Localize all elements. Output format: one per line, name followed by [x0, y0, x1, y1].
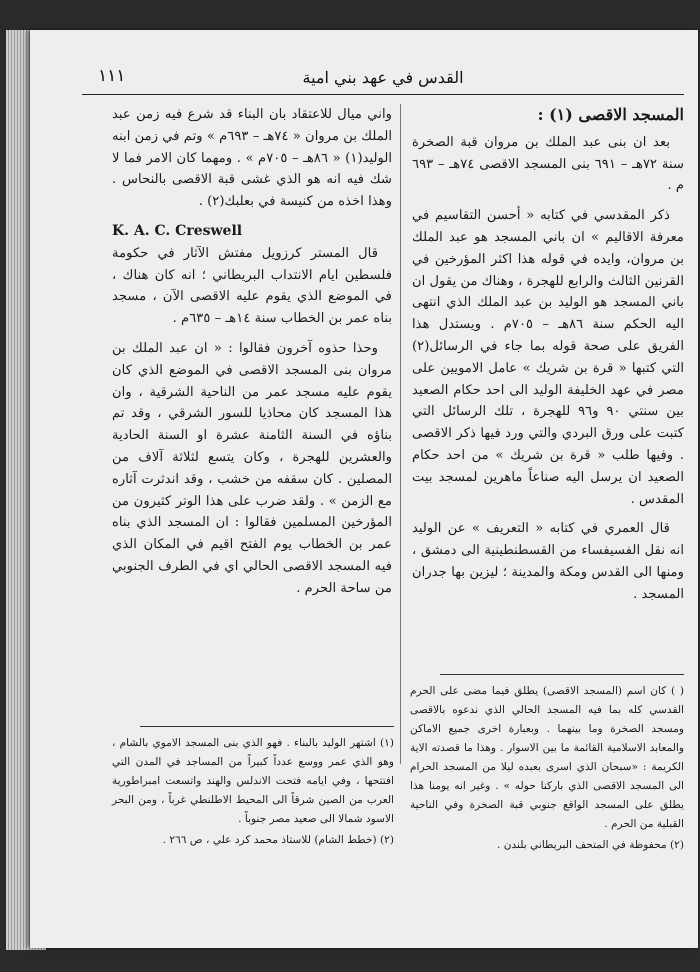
footnote: (١) اشتهر الوليد بالبناء . فهو الذي بنى المسجد الاموي بالشام ، وهو الذي عمر ووسع عدداً كبيراً من المساجد في المدن التي افتتحها ، وفي ايامه فتحت الاندلس والهند واتسعت امبراطورية العرب من الصين شرقاً الى المحيط الاطلنطي غرباً ، ومن البحر الاسود شمالا الى صعيد مصر جنوباً . — [112, 737, 394, 825]
running-header — [82, 62, 684, 95]
latin-name: K. A. C. Creswell — [112, 222, 243, 239]
footnote: (٢) محفوظة في المتحف البريطاني بلندن . — [496, 839, 684, 851]
paragraph: بعد ان بنى عبد الملك بن مروان قبة الصخرة سنة ٧٢هـ – ٦٩١ بنى المسجد الاقصى ٧٤هـ – ٦٩٣ م . — [412, 134, 685, 194]
latin-name-line — [112, 221, 392, 243]
section-heading — [412, 104, 684, 126]
paragraph: وحذا حذوه آخرون فقالوا : « ان عبد الملك بن مروان بنى المسجد الاقصى في الموضع الذي كان يقوم عليه مسجد عمر من الناحية الشرقية ، وان هذا المسجد كان محاذيا للسور الشرقي ، وقد تم بناؤه في السنة الثامنة عشرة او السنة الحادية والعشرين للهجرة ، وكان يتسع لثلاثة آلاف من المصلين . كان سقفه من خشب ، وقد اندثرت آثاره مع الزمن » . ولقد ضرب على هذا الوتر كثيرون من المؤرخين المسلمين فقالوا : ان المسجد الذي بناه عمر بن الخطاب يوم الفتح اقيم في المكان الذي فيه المسجد الاقصى الحالي اي في الطرف الجنوبي من ساحة الحرم . — [112, 340, 392, 596]
footnote: (٢) (خطط الشام) للاستاذ محمد كرد علي ، ص ٢٦٦ . — [162, 834, 394, 846]
section-note: (١) : — [537, 105, 573, 124]
footnote-rule-left — [140, 726, 394, 727]
paragraph: واني ميال للاعتقاد بان البناء قد شرع فيه زمن عبد الملك بن مروان « ٧٤هـ – ٦٩٣م » وتم في زمن ابنه الوليد(١) « ٨٦هـ – ٧٠٥م » . ومهما كان الامر فما لا شك فيه انه هو الذي غشى قبة الاقصى بالنحاس . وهذا اخذه من كنيسة في بعلبك(٢) . — [112, 107, 392, 210]
right-column — [412, 104, 684, 614]
section-title: المسجد الاقصى — [578, 105, 684, 124]
paragraph: ذكر المقدسي في كتابه « أحسن التقاسيم في معرفة الاقاليم » ان باني المسجد هو عبد الملك بن مروان، وايده في قوله هذا اكثر المؤرخين في القرنين الثالث والرابع للهجرة ، وهناك من يقول ان باني المسجد هو الوليد بن عبد الملك الذي انتهى اليه الحكم سنة ٨٦هـ – ٧٠٥م . ويستدل هذا الفريق على صحة قوله بما جاء في الرسائل(٢) التي كتبها « قرة بن شريك » عامل الامويين على مصر في عهد الخليفة الوليد الى احد حكام الصعيد بين سنتي ٩٠ و٩٦ للهجرة ، تلك الرسائل التي كتبت على ورق البردي والتي ورد فيها ذكر الاقصى . وفيها طلب « قرة بن شريك » من احد حكام الصعيد ان يرسل اليه صناعاً ماهرين لمسجد بيت المقدس . — [412, 208, 684, 507]
paragraph: قال العمري في كتابه « التعريف » عن الوليد انه نقل الفسيفساء من القسطنطينية الى دمشق ، ومنها الى القدس ومكة والمدينة ؛ ليزين بها جدران المسجد . — [412, 521, 684, 602]
footnote: ( ) كان اسم (المسجد الاقصى) يطلق فيما مضى على الحرم القدسي كله بما فيه المسجد الحالي الذي ندعوه بالاقصى ومسجد الصخرة وما بينهما . وبعبارة اخرى جميع الاماكن والمعابد الاسلامية القائمة ما بين الاسوار . وهذا ما قصدته الاية الكريمة : «سبحان الذي اسرى بعبده ليلا من المسجد الحرام الى المسجد الاقصى الذي باركنا حوله » . وغير انه يومنا هذا يطلق على المسجد الواقع جنوبي قبة الصخرة وفي الناحية القبلية من الحرم . — [410, 685, 684, 830]
page-number: ١١١ — [98, 66, 126, 86]
running-title: القدس في عهد بني امية — [302, 68, 464, 87]
footnote-rule-right — [440, 674, 684, 675]
left-footnotes — [112, 734, 394, 852]
left-column — [112, 104, 392, 608]
column-divider — [400, 104, 401, 764]
right-footnotes — [410, 682, 684, 857]
paragraph: قال المستر كرزويل مفتش الآثار في حكومة فلسطين ايام الانتداب البريطاني ؛ انه كان هناك ، في الموضع الذي يقوم عليه الاقصى الآن ، مسجد بناه عمر بن الخطاب سنة ١٤هـ – ٦٣٥م . — [112, 245, 392, 327]
